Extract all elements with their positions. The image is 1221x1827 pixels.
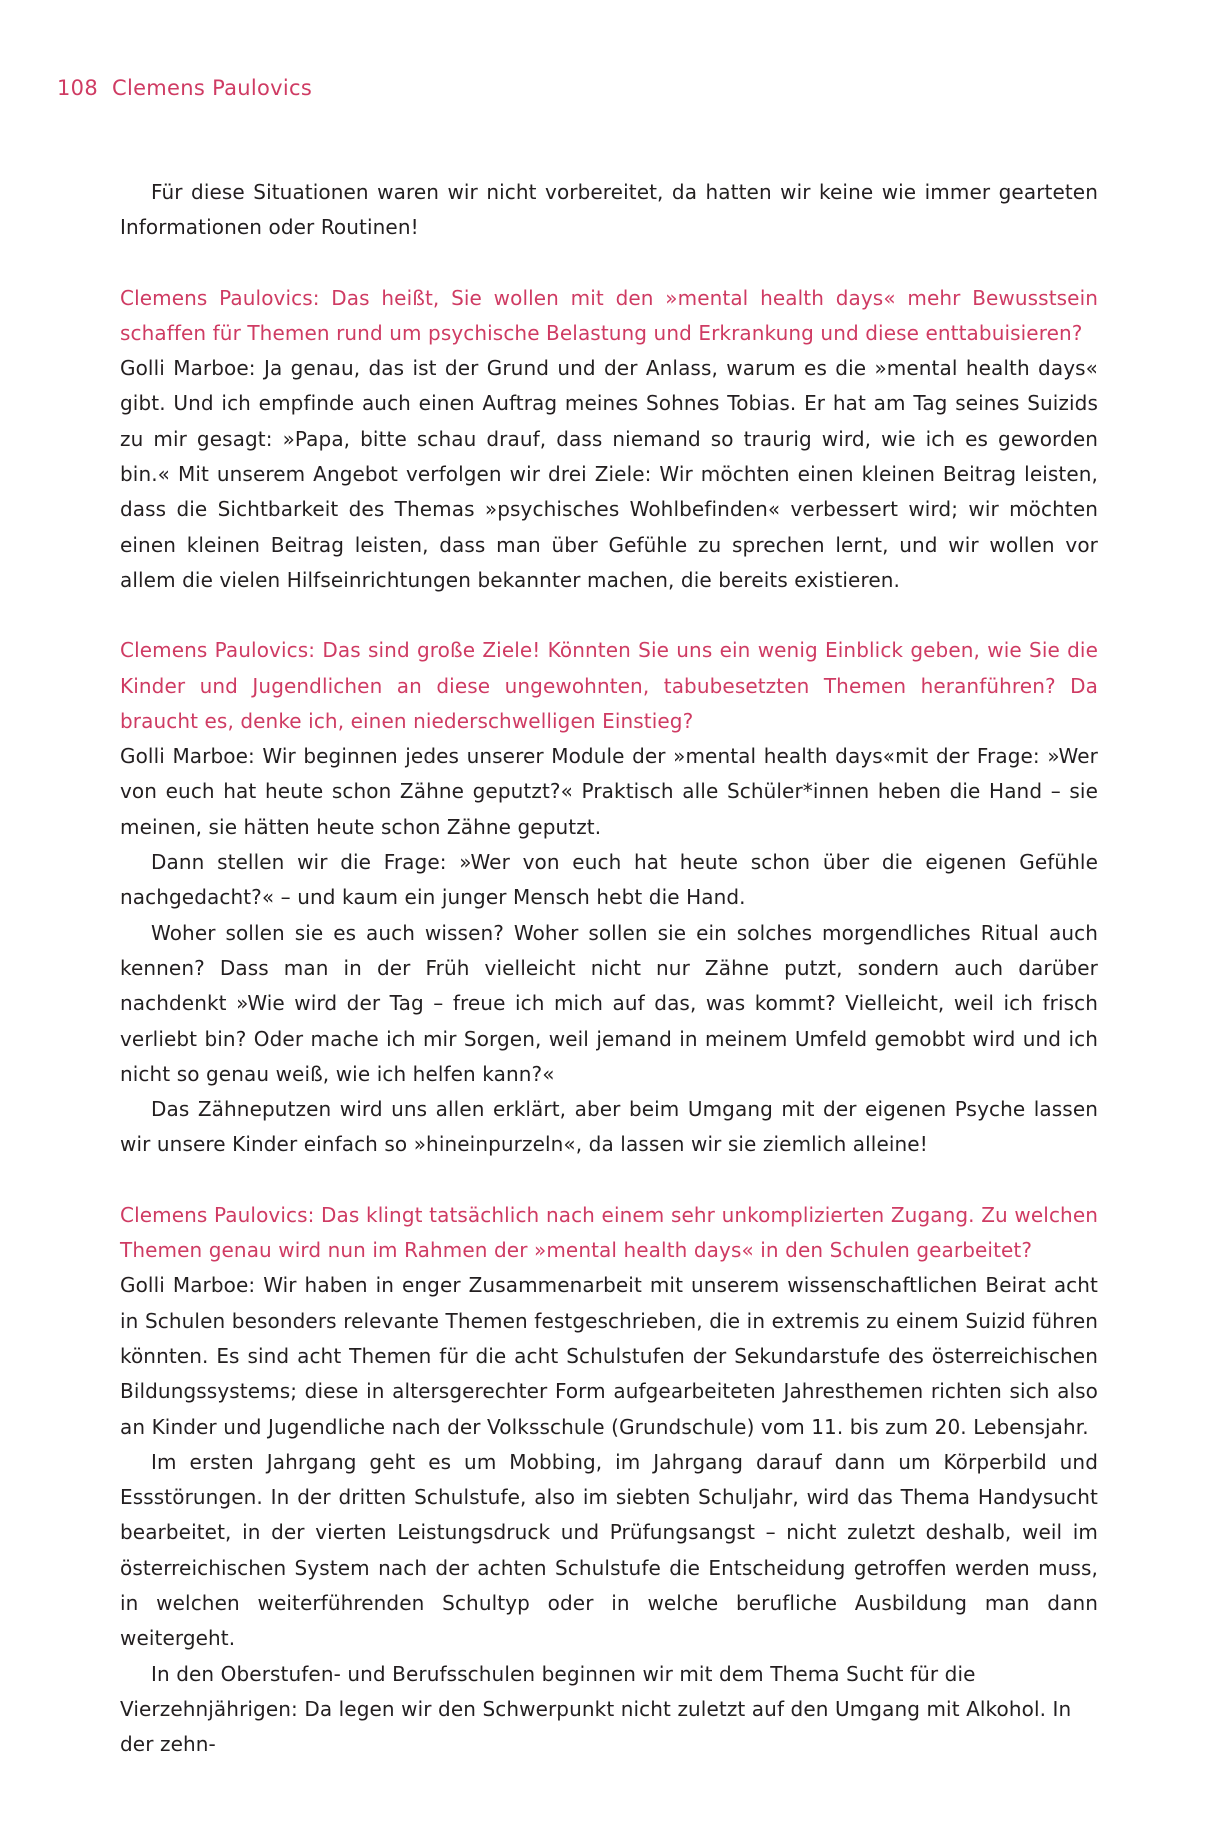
page-number: 108 xyxy=(57,76,98,100)
body-text xyxy=(120,175,1098,1762)
paragraph: Woher sollen sie es auch wissen? Woher sollen sie ein solches morgendliches Ritual auch kennen? Dass man in der Früh vielleicht nicht nur Zähne putzt, sondern auch darüber nachdenkt »Wie wird der Tag – freue ich mich auf das, was kommt? Vielleicht, weil ich frisch verliebt bin? Oder mache ich mir Sorgen, weil jemand in meinem Umfeld gemobbt wird und ich nicht so genau weiß, wie ich helfen kann?« xyxy=(120,920,1098,1086)
paragraph: In den Oberstufen- und Berufsschulen beginnen wir mit dem Thema Sucht für die Vierzehnjährigen: Da legen wir den Schwerpunkt nicht zuletzt auf den Umgang mit Alkohol. In der zehn- xyxy=(120,1661,1072,1757)
interview-question: Clemens Paulovics: Das sind große Ziele! Könnten Sie uns ein wenig Einblick geben, wie Sie die Kinder und Jugendlichen an diese ungewohnten, tabubesetzten Themen heranführen? Da braucht es, denke ich, einen niederschwelligen Einstieg? xyxy=(120,638,1098,733)
paragraph: Für diese Situationen waren wir nicht vorbereitet, da hatten wir keine wie immer gearteten Informationen oder Routinen! xyxy=(120,180,1098,240)
interview-question: Clemens Paulovics: Das heißt, Sie wollen mit den »mental health days« mehr Bewusstsein schaffen für Themen rund um psychische Belastung und Erkrankung und diese enttabuisieren? xyxy=(120,285,1098,345)
paragraph: Dann stellen wir die Frage: »Wer von euch hat heute schon über die eigenen Gefühle nachgedacht?« – und kaum ein junger Mensch hebt die Hand. xyxy=(120,850,1098,910)
paragraph: Das Zähneputzen wird uns allen erklärt, aber beim Umgang mit der eigenen Psyche lassen wir unsere Kinder einfach so »hineinpurzeln«, da lassen wir sie ziemlich alleine! xyxy=(120,1097,1098,1157)
running-head xyxy=(57,74,312,102)
interview-question: Clemens Paulovics: Das klingt tatsächlich nach einem sehr unkomplizierten Zugang. Zu welchen Themen genau wird nun im Rahmen der »mental health days« in den Schulen gearbeitet? xyxy=(120,1202,1098,1263)
interview-answer: Golli Marboe: Ja genau, das ist der Grund und der Anlass, warum es die »mental health days« gibt. Und ich empfinde auch einen Auftrag meines Sohnes Tobias. Er hat am Tag seines Suizids zu mir gesagt: »Papa, bitte schau drauf, dass niemand so traurig wird, wie ich es geworden bin.« Mit unserem Angebot verfolgen wir drei Ziele: Wir möchten einen kleinen Beitrag leisten, dass die Sichtbarkeit des Themas »psychisches Wohlbefinden« verbessert wird; wir möchten einen kleinen Beitrag leisten, dass man über Gefühle zu sprechen lernt, und wir wollen vor allem die vielen Hilfseinrichtungen bekannter machen, die bereits existieren. xyxy=(120,356,1098,592)
paragraph: Im ersten Jahrgang geht es um Mobbing, im Jahrgang darauf dann um Körperbild und Essstörungen. In der dritten Schulstufe, also im siebten Schuljahr, wird das Thema Handysucht bearbeitet, in der vierten Leistungsdruck und Prüfungsangst – nicht zuletzt deshalb, weil im österreichischen System nach der achten Schulstufe die Entscheidung getroffen werden muss, in welchen weiterführenden Schultyp oder in welche berufliche Ausbildung man dann weitergeht. xyxy=(120,1449,1098,1651)
interview-answer: Golli Marboe: Wir haben in enger Zusammenarbeit mit unserem wissenschaftlichen Beirat acht in Schulen besonders relevante Themen festgeschrieben, die in extremis zu einem Suizid führen könnten. Es sind acht Themen für die acht Schulstufen der Sekundarstufe des österreichischen Bildungssystems; diese in altersgerechter Form aufgearbeiteten Jahresthemen richten sich also an Kinder und Jugendliche nach der Volksschule (Grundschule) vom 11. bis zum 20. Lebensjahr. xyxy=(120,1273,1098,1439)
interview-answer: Golli Marboe: Wir beginnen jedes unserer Module der »mental health days«mit der Frage: »Wer von euch hat heute schon Zähne geputzt?« Praktisch alle Schüler*innen heben die Hand – sie meinen, sie hätten heute schon Zähne geputzt. xyxy=(120,744,1098,839)
running-head-author: Clemens Paulovics xyxy=(111,76,313,100)
